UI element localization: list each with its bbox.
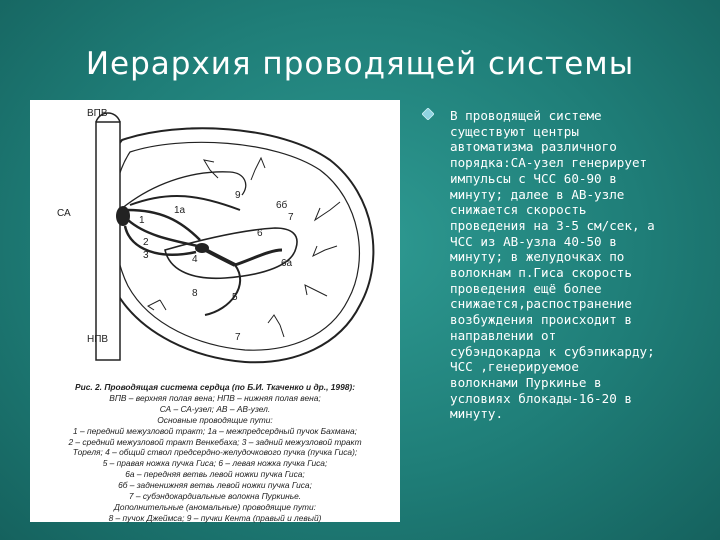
sa-node (116, 206, 130, 226)
body-line: субэндокарда к субэпикарду; (450, 343, 655, 359)
body-line: существуют центры (450, 123, 579, 139)
label-6b: 6б (276, 200, 288, 211)
caption-line: 1 – передний межузловой тракт; 1а – межпредсердный пучок Бахмана; (73, 425, 357, 436)
caption-line: ВПВ – верхняя полая вена; НПВ – нижняя полая вена; (109, 392, 321, 403)
body-line: порядка:СА-узел генерирует (450, 155, 648, 171)
body-line: волокнам п.Гиса скорость (450, 265, 632, 281)
label-8: 8 (192, 288, 198, 299)
body-line: импульсы с ЧСС 60-90 в (450, 170, 617, 186)
right-bundle (205, 265, 240, 315)
label-6: 6 (257, 228, 263, 239)
vena-cava-tube (96, 122, 120, 360)
label-7a: 7 (288, 212, 294, 223)
body-line: возбуждения происходит в (450, 312, 632, 328)
body-line: В проводящей системе (450, 108, 602, 123)
body-line: условиях блокады-16-20 в (450, 390, 632, 406)
slide-title: Иерархия проводящей системы (85, 46, 635, 82)
body-text (450, 108, 708, 422)
body-line: волокнами Пуркинье в (450, 374, 602, 390)
heart-conduction-diagram (30, 100, 400, 380)
body-line: автоматизма различного (450, 139, 617, 155)
label-1a: 1а (174, 205, 186, 216)
caption-line: 2 – средний межузловой тракт Венкебаха; 3 – задний межузловой тракт (68, 436, 362, 447)
caption-line: Тореля; 4 – общий ствол предсердно-желудочкового пучка (пучка Гиса); (72, 447, 358, 458)
body-line: ЧСС из АВ-узла 40-50 в (450, 233, 617, 249)
caption-line: СА – СА-узел; АВ – АВ-узел. (159, 403, 271, 414)
label-2: 2 (143, 237, 149, 248)
body-line: направлении от (450, 327, 557, 343)
heart-outline (99, 128, 373, 362)
label-4: 4 (192, 254, 198, 265)
caption-line: 6б – задненижняя ветвь левой ножки пучка Гиса; (118, 480, 312, 491)
label-6a: 6а (281, 258, 293, 269)
label-npv: НПВ (87, 334, 109, 345)
body-line: минуту; в желудочках по (450, 249, 625, 265)
tract-3 (125, 226, 196, 255)
label-1: 1 (139, 215, 145, 226)
label-7b: 7 (235, 332, 241, 343)
diamond-bullet-icon (422, 108, 434, 120)
his-bundle (202, 248, 235, 265)
body-line: проведения на 3-5 см/сек, а (450, 217, 655, 233)
label-ca: СА (57, 208, 71, 219)
caption-line: 5 – правая ножка пучка Гиса; 6 – левая ножка пучка Гиса; (102, 458, 328, 469)
left-bundle (235, 250, 282, 265)
caption-line: Основные проводящие пути: (157, 414, 273, 425)
caption-line: 7 – субэндокардиальные волокна Пуркинье. (128, 491, 302, 502)
label-3: 3 (143, 250, 149, 261)
label-9: 9 (235, 190, 241, 201)
body-line: минуту; далее в АВ-узле (450, 186, 625, 202)
body-line: минуту. (450, 406, 504, 422)
caption-line: 6а – передняя ветвь левой ножки пучка Гиса; (125, 469, 305, 480)
heart-conduction-figure (30, 100, 400, 522)
figure-caption (34, 382, 396, 524)
body-line: снижается,распостранение (450, 296, 632, 312)
label-5: 5 (232, 292, 238, 303)
caption-line: Рис. 2. Проводящая система сердца (по Б.И. Ткаченко и др., 1998): (75, 382, 355, 392)
caption-line: 8 – пучок Джеймса; 9 – пучки Кента (правый и левый) (108, 512, 322, 523)
body-line: ЧСС ,генерируемое (450, 359, 579, 375)
label-vpv: ВПВ (87, 108, 108, 119)
body-line: снижается скорость (450, 202, 587, 218)
body-line: проведения ещё более (450, 280, 602, 296)
caption-line: Дополнительные (аномальные) проводящие пути: (114, 501, 316, 512)
